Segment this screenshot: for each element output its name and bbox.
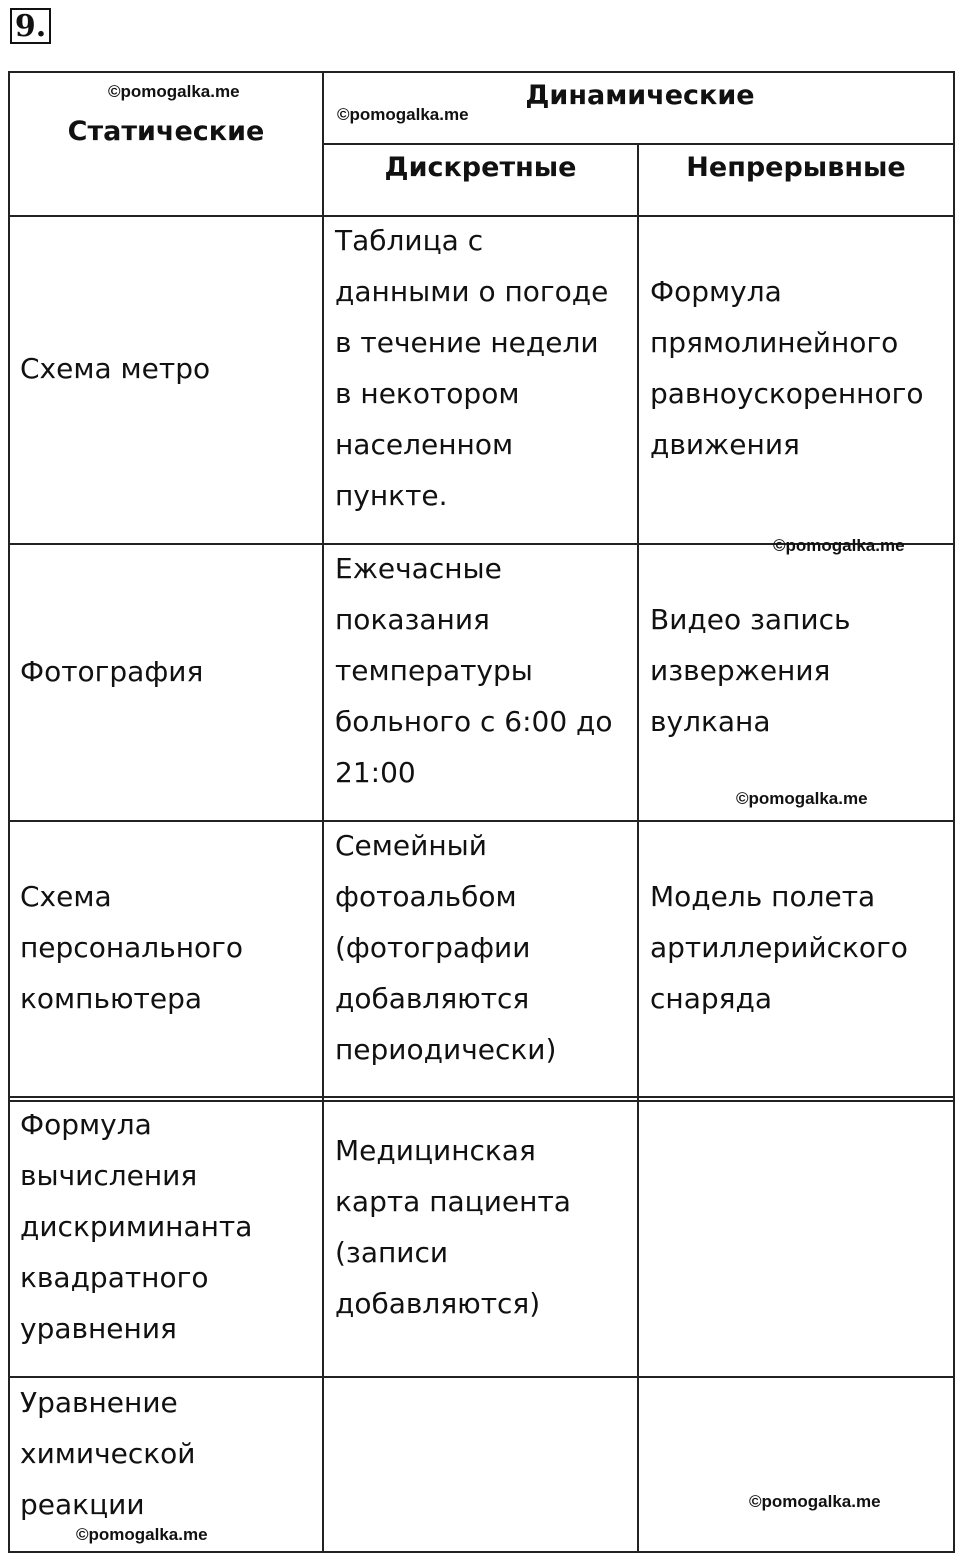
row-3-continuous-cell	[650, 871, 908, 1024]
row-2-continuous-cell	[650, 594, 850, 747]
cell-line: добавляются)	[335, 1287, 541, 1320]
cell-line: равноускоренного	[650, 377, 924, 410]
table-top-border	[8, 71, 955, 73]
cell-line: реакции	[20, 1488, 145, 1521]
row-2-static-cell	[20, 646, 203, 697]
cell-line: карта пациента	[335, 1185, 571, 1218]
task-number: 9.	[10, 8, 51, 44]
cell-line: уравнения	[20, 1312, 177, 1345]
cell-line: (записи	[335, 1236, 449, 1269]
cell-line: добавляются	[335, 982, 530, 1015]
watermark: ©pomogalka.me	[76, 1525, 208, 1544]
header-dynamic: Динамические	[525, 80, 755, 111]
watermark: ©pomogalka.me	[108, 82, 240, 101]
table-right-border	[953, 71, 955, 1553]
cell-line: Таблица с	[335, 224, 484, 257]
cell-line: компьютера	[20, 982, 203, 1015]
cell-line: прямолинейного	[650, 326, 899, 359]
row-1-discrete-cell	[335, 215, 608, 521]
cell-line: Медицинская	[335, 1134, 536, 1167]
cell-line: персонального	[20, 931, 243, 964]
cell-line: Фотография	[20, 655, 204, 688]
cell-line: пункте.	[335, 479, 448, 512]
cell-line: вулкана	[650, 705, 771, 738]
cell-line: больного с 6:00 до	[335, 705, 613, 738]
cell-line: 21:00	[335, 756, 416, 789]
cell-line: Уравнение	[20, 1386, 178, 1419]
table-left-border	[8, 71, 10, 1553]
cell-line: Схема метро	[20, 352, 211, 385]
cell-line: (фотографии	[335, 931, 531, 964]
cell-line: Ежечасные	[335, 552, 502, 585]
row-1-static-cell	[20, 343, 210, 394]
cell-line: населенном	[335, 428, 514, 461]
row-3-discrete-cell	[335, 820, 556, 1075]
column-divider-2	[637, 143, 639, 1553]
column-divider-1	[322, 71, 324, 1553]
cell-line: химической	[20, 1437, 196, 1470]
header-continuous: Непрерывные	[686, 152, 906, 183]
watermark: ©pomogalka.me	[736, 789, 868, 808]
row-4-static-cell	[20, 1099, 252, 1354]
cell-line: периодически)	[335, 1033, 557, 1066]
cell-line: дискриминанта	[20, 1210, 253, 1243]
row-1-continuous-cell	[650, 266, 923, 470]
cell-line: температуры	[335, 654, 533, 687]
cell-line: движения	[650, 428, 800, 461]
cell-line: снаряда	[650, 982, 772, 1015]
cell-line: показания	[335, 603, 490, 636]
cell-line: Семейный	[335, 829, 487, 862]
table-bottom-border	[8, 1551, 955, 1553]
cell-line: Схема	[20, 880, 112, 913]
cell-line: фотоальбом	[335, 880, 517, 913]
cell-line: в течение недели	[335, 326, 599, 359]
watermark: ©pomogalka.me	[337, 105, 469, 124]
cell-line: извержения	[650, 654, 831, 687]
watermark: ©pomogalka.me	[773, 536, 905, 555]
row-5-static-cell	[20, 1377, 196, 1530]
cell-line: Модель полета	[650, 880, 876, 913]
cell-line: в некотором	[335, 377, 520, 410]
cell-line: Видео запись	[650, 603, 851, 636]
cell-line: Формула	[20, 1108, 152, 1141]
cell-line: Формула	[650, 275, 782, 308]
cell-line: артиллерийского	[650, 931, 908, 964]
cell-line: данными о погоде	[335, 275, 609, 308]
row-4-discrete-cell	[335, 1125, 571, 1329]
cell-line: вычисления	[20, 1159, 198, 1192]
row-divider-4a	[8, 1096, 955, 1098]
header-subdivider	[322, 143, 955, 145]
cell-line: квадратного	[20, 1261, 209, 1294]
header-discrete: Дискретные	[384, 152, 577, 183]
row-2-discrete-cell	[335, 543, 613, 798]
row-3-static-cell	[20, 871, 243, 1024]
watermark: ©pomogalka.me	[749, 1492, 881, 1511]
header-static: Статические	[67, 116, 265, 147]
